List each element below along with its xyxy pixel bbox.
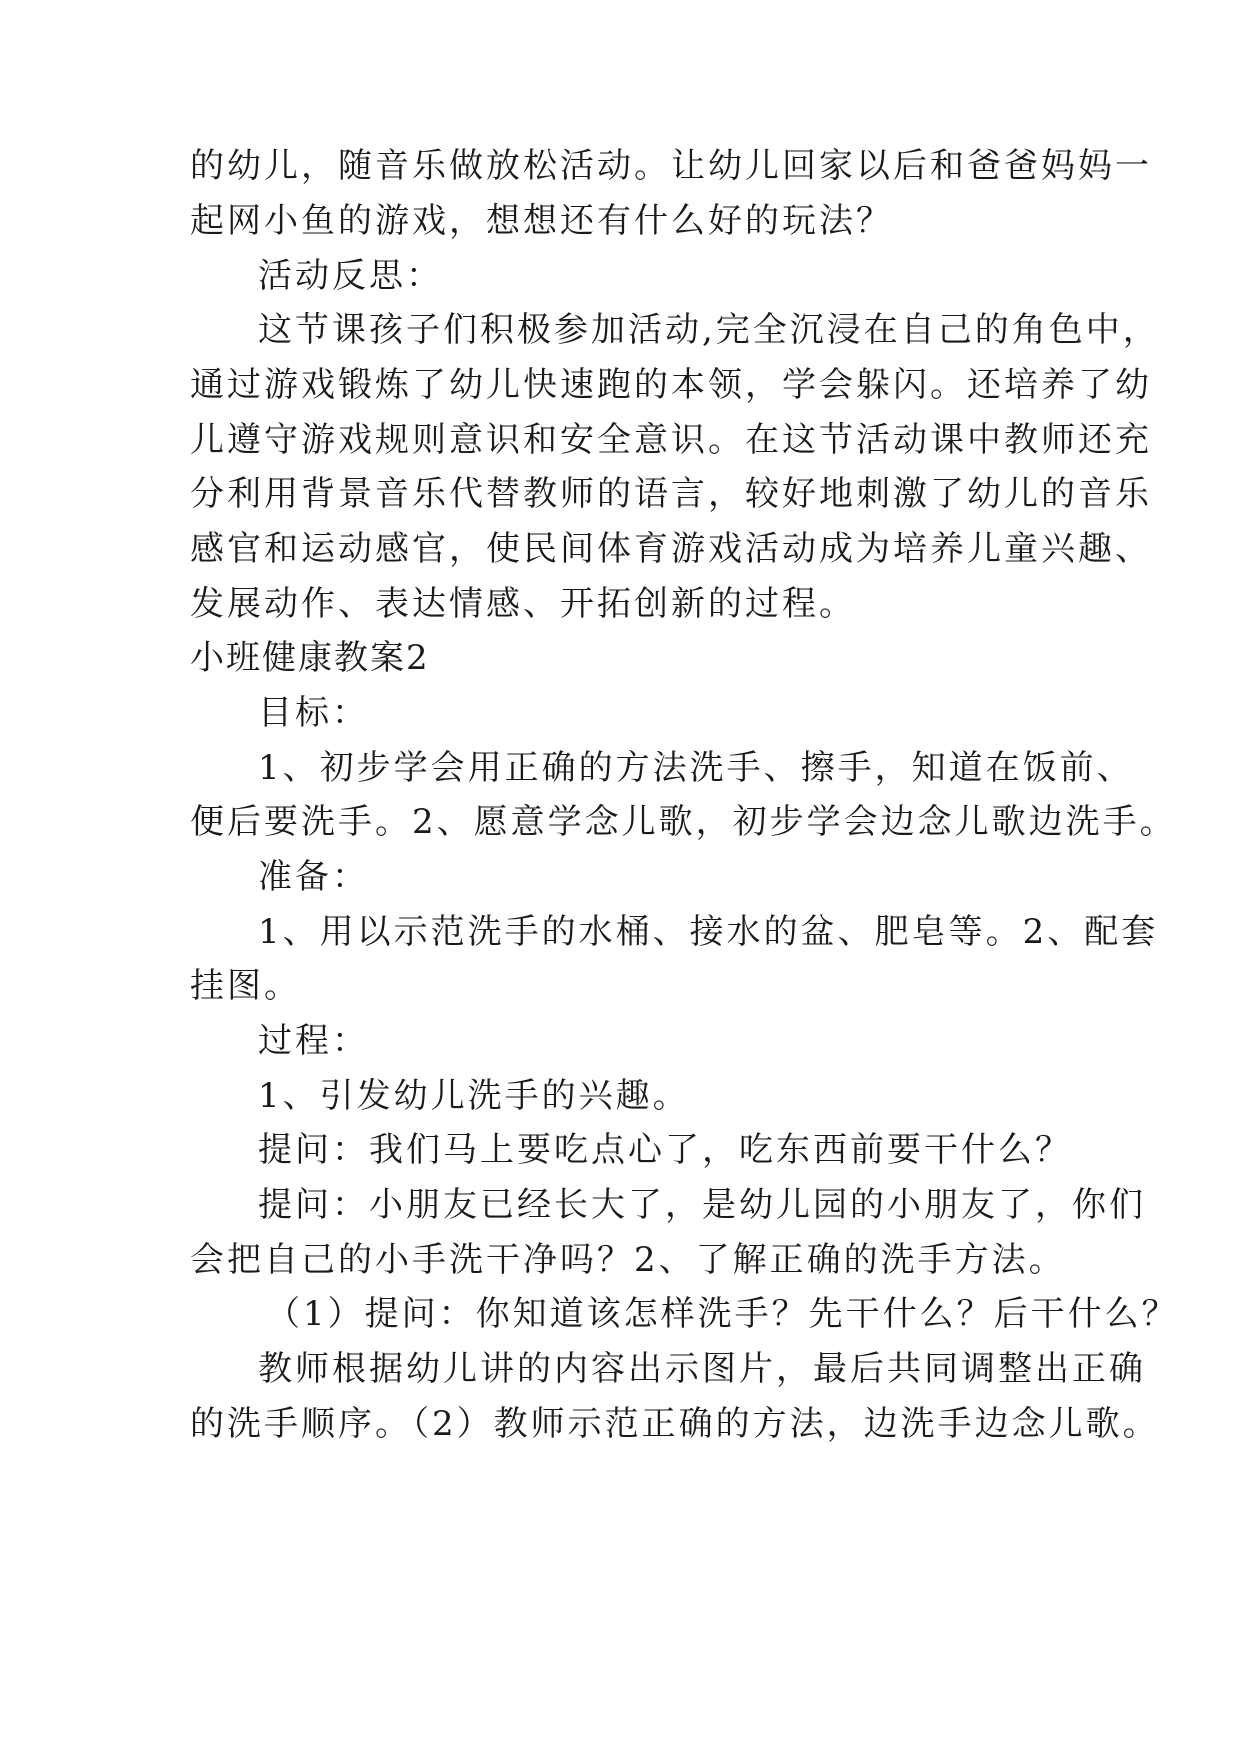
section-heading-goals: 目标： bbox=[258, 693, 369, 733]
text-line: 分利用背景音乐代替教师的语言，较好地刺激了幼儿的音乐 bbox=[190, 474, 1152, 514]
text-line: 通过游戏锻炼了幼儿快速跑的本领，学会躲闪。还培养了幼 bbox=[190, 365, 1152, 405]
text-line: 1、用以示范洗手的水桶、接水的盆、肥皂等。2、配套 bbox=[258, 912, 1159, 952]
text-line: 教师根据幼儿讲的内容出示图片，最后共同调整出正确 bbox=[258, 1349, 1146, 1389]
text-line: （1）提问：你知道该怎样洗手？先干什么？后干什么？ bbox=[266, 1294, 1179, 1334]
text-line: 会把自己的小手洗干净吗？2、了解正确的洗手方法。 bbox=[190, 1240, 1066, 1280]
text-line: 1、初步学会用正确的方法洗手、擦手，知道在饭前、 bbox=[258, 748, 1134, 788]
lesson-title: 小班健康教案2 bbox=[190, 638, 430, 678]
text-line: 便后要洗手。2、愿意学念儿歌，初步学会边念儿歌边洗手。 bbox=[190, 802, 1177, 842]
section-heading-preparation: 准备： bbox=[258, 857, 369, 897]
text-line: 提问：小朋友已经长大了，是幼儿园的小朋友了，你们 bbox=[258, 1185, 1146, 1225]
text-line: 感官和运动感官，使民间体育游戏活动成为培养儿童兴趣、 bbox=[190, 529, 1152, 569]
text-line: 起网小鱼的游戏，想想还有什么好的玩法？ bbox=[190, 201, 893, 241]
text-line: 儿遵守游戏规则意识和安全意识。在这节活动课中教师还充 bbox=[190, 420, 1152, 460]
section-heading-process: 过程： bbox=[258, 1021, 369, 1061]
text-line: 提问：我们马上要吃点心了，吃东西前要干什么？ bbox=[258, 1130, 1072, 1170]
text-line: 的幼儿，随音乐做放松活动。让幼儿回家以后和爸爸妈妈一 bbox=[190, 146, 1152, 186]
text-line: 这节课孩子们积极参加活动,完全沉浸在自己的角色中， bbox=[258, 310, 1160, 350]
text-line: 的洗手顺序。（2）教师示范正确的方法，边洗手边念儿歌。 bbox=[190, 1404, 1160, 1444]
section-heading-reflection: 活动反思： bbox=[258, 256, 443, 296]
text-line: 发展动作、表达情感、开拓创新的过程。 bbox=[190, 584, 856, 624]
text-line: 1、引发幼儿洗手的兴趣。 bbox=[258, 1076, 690, 1116]
text-line: 挂图。 bbox=[190, 966, 301, 1006]
